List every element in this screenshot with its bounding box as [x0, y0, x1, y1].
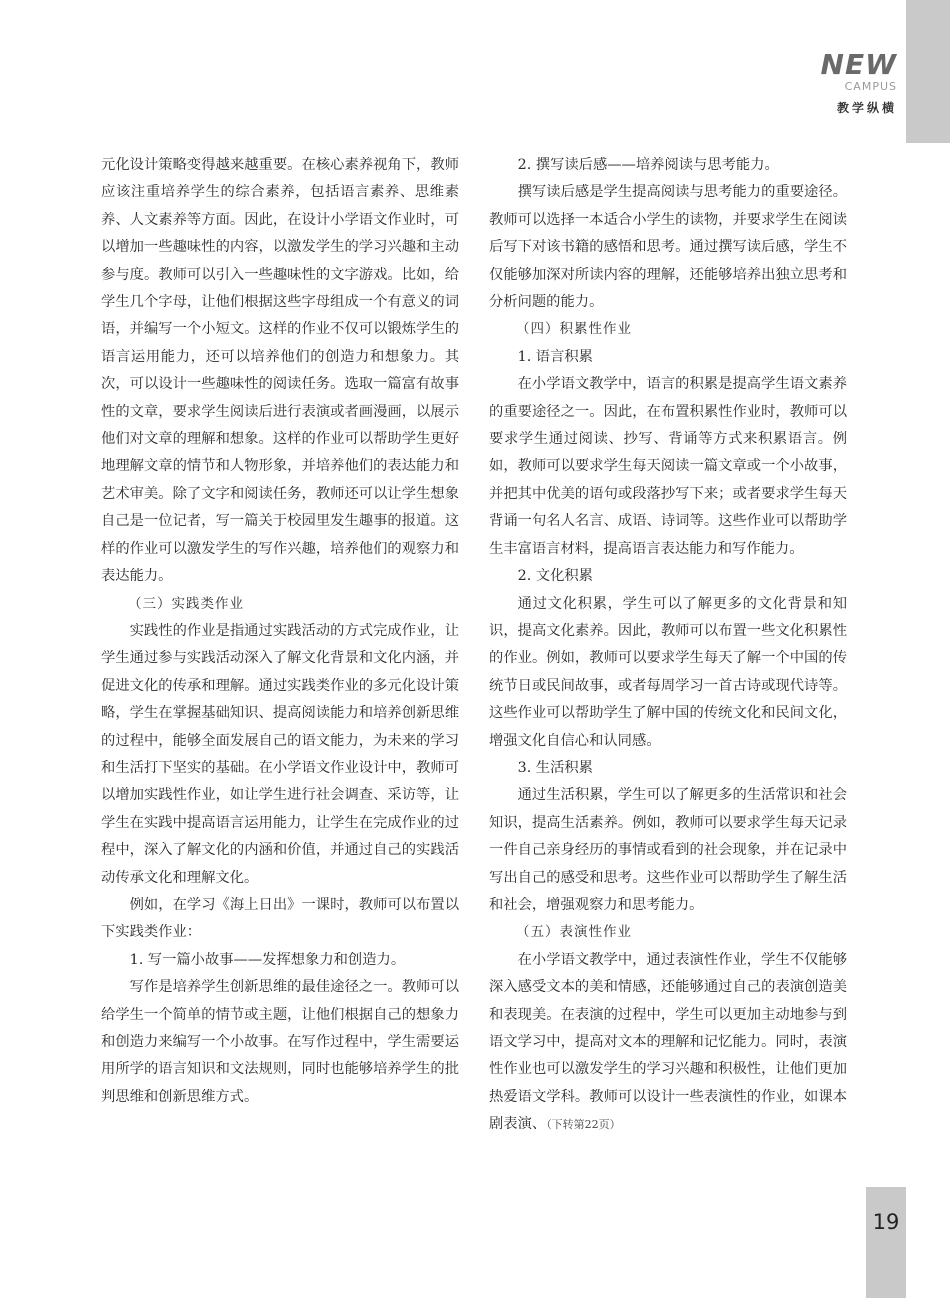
brand-campus-logo: CAMPUS [844, 80, 897, 93]
body-paragraph [489, 947, 847, 1139]
body-paragraph: 例如，在学习《海上日出》一课时，教师可以布置以下实践类作业： [101, 896, 459, 941]
list-item-heading: 1. 语言积累 [517, 348, 593, 365]
body-paragraph: 通过文化积累，学生可以了解更多的文化背景和知识，提高文化素养。因此，教师可以布置一些文化积累性的作业。例如，教师可以要求学生每天了解一个中国的传统节日或民间故事，或者每周学习一首古诗或现代诗等。这些作业可以帮助学生了解中国的传统文化和民间文化，增强文化自信心和认同感。 [489, 595, 847, 749]
page-number: 19 [872, 1210, 900, 1234]
subheading-practice-homework: （三）实践类作业 [128, 595, 244, 612]
list-item-heading: 2. 文化积累 [517, 568, 593, 585]
body-paragraph: 通过生活积累，学生可以了解更多的生活常识和社会知识，提高生活素养。例如，教师可以要求学生每天记录一件自己亲身经历的事情或看到的社会现象，并在记录中写出自己的感受和思考。这些作业可以帮助学生了解生活和社会，增强观察力和思考能力。 [489, 787, 847, 913]
list-item-heading: 2. 撰写读后感——培养阅读与思考能力。 [517, 157, 779, 173]
body-paragraph: 在小学语文教学中，语言的积累是提高学生语文素养的重要途径之一。因此，在布置积累性作业时，教师可以要求学生通过阅读、抄写、背诵等方式来积累语言。例如，教师可以要求学生每天阅读一篇文章或一个小故事，并把其中优美的语句或段落抄写下来；或者要求学生每天背诵一句名人名言、成语、诗词等。这些作业可以帮助学生丰富语言材料，提高语言表达能力和写作能力。 [489, 376, 847, 557]
right-column [489, 152, 847, 1139]
continued-on-note: （下转第22页） [546, 1118, 621, 1132]
brand-new-logo: NEW [820, 48, 897, 81]
magazine-brand [821, 50, 897, 116]
list-item-heading: 1. 写一篇小故事——发挥想象力和创造力。 [129, 951, 406, 968]
subheading-performance-homework: （五）表演性作业 [516, 924, 632, 941]
body-paragraph: 写作是培养学生创新思维的最佳途径之一。教师可以给学生一个简单的情节或主题，让他们根据自己的想象力和创造力来编写一个小故事。在写作过程中，学生需要运用所学的语言知识和文法规则，同时也能够培养学生的批判思维和创新思维方式。 [101, 979, 459, 1105]
body-paragraph: 实践性的作业是指通过实践活动的方式完成作业，让学生通过参与实践活动深入了解文化背景和文化内涵，并促进文化的传承和理解。通过实践类作业的多元化设计策略，学生在掌握基础知识、提高阅读能力和培养创新思维的过程中，能够全面发展自己的语文能力，为未来的学习和生活打下坚实的基础。在小学语文作业设计中，教师可以增加实践性作业，如让学生进行社会调查、采访等，让学生在实践中提高语言运用能力，让学生在完成作业的过程中，深入了解文化的内涵和价值，并通过自己的实践活动传承文化和理解文化。 [101, 622, 459, 886]
header-side-tab [906, 0, 950, 143]
list-item-heading: 3. 生活积累 [517, 759, 593, 776]
body-paragraph: 撰写读后感是学生提高阅读与思考能力的重要途径。教师可以选择一本适合小学生的读物，并要求学生在阅读后写下对该书籍的感悟和思考。通过撰写读后感，学生不仅能够加深对所读内容的理解，还能够培养出独立思考和分析问题的能力。 [489, 184, 847, 311]
body-paragraph: 元化设计策略变得越来越重要。在核心素养视角下，教师应该注重培养学生的综合素养，包括语言素养、思维素养、人文素养等方面。因此，在设计小学语文作业时，可以增加一些趣味性的内容，以激发学生的学习兴趣和主动参与度。教师可以引入一些趣味性的文字游戏。比如，给学生几个字母，让他们根据这些字母组成一个有意义的词语，并编写一个小短文。这样的作业不仅可以锻炼学生的语言运用能力，还可以培养他们的创造力和想象力。其次，可以设计一些趣味性的阅读任务。选取一篇富有故事性的文章，要求学生阅读后进行表演或者画漫画，以展示他们对文章的理解和想象。这样的作业可以帮助学生更好地理解文章的情节和人物形象，并培养他们的表达能力和艺术审美。除了文字和阅读任务，教师还可以让学生想象自己是一位记者，写一篇关于校园里发生趣事的报道。这样的作业可以激发学生的写作兴趣，培养他们的观察力和表达能力。 [101, 157, 459, 585]
left-column [101, 152, 459, 1111]
footer-side-tab [866, 1187, 906, 1298]
body-paragraph-text: 在小学语文教学中，通过表演性作业，学生不仅能够深入感受文本的美和情感，还能够通过自己的表演创造美和表现美。在表演的过程中，学生可以更加主动地参与到语文学习中，提高对文本的理解和记忆能力。同时，表演性作业也可以激发学生的学习兴趣和积极性，让他们更加热爱语文学科。教师可以设计一些表演性的作业，如课本剧表演、 [489, 951, 847, 1133]
subheading-accumulation-homework: （四）积累性作业 [516, 321, 632, 338]
section-title: 教学纵横 [836, 101, 897, 115]
